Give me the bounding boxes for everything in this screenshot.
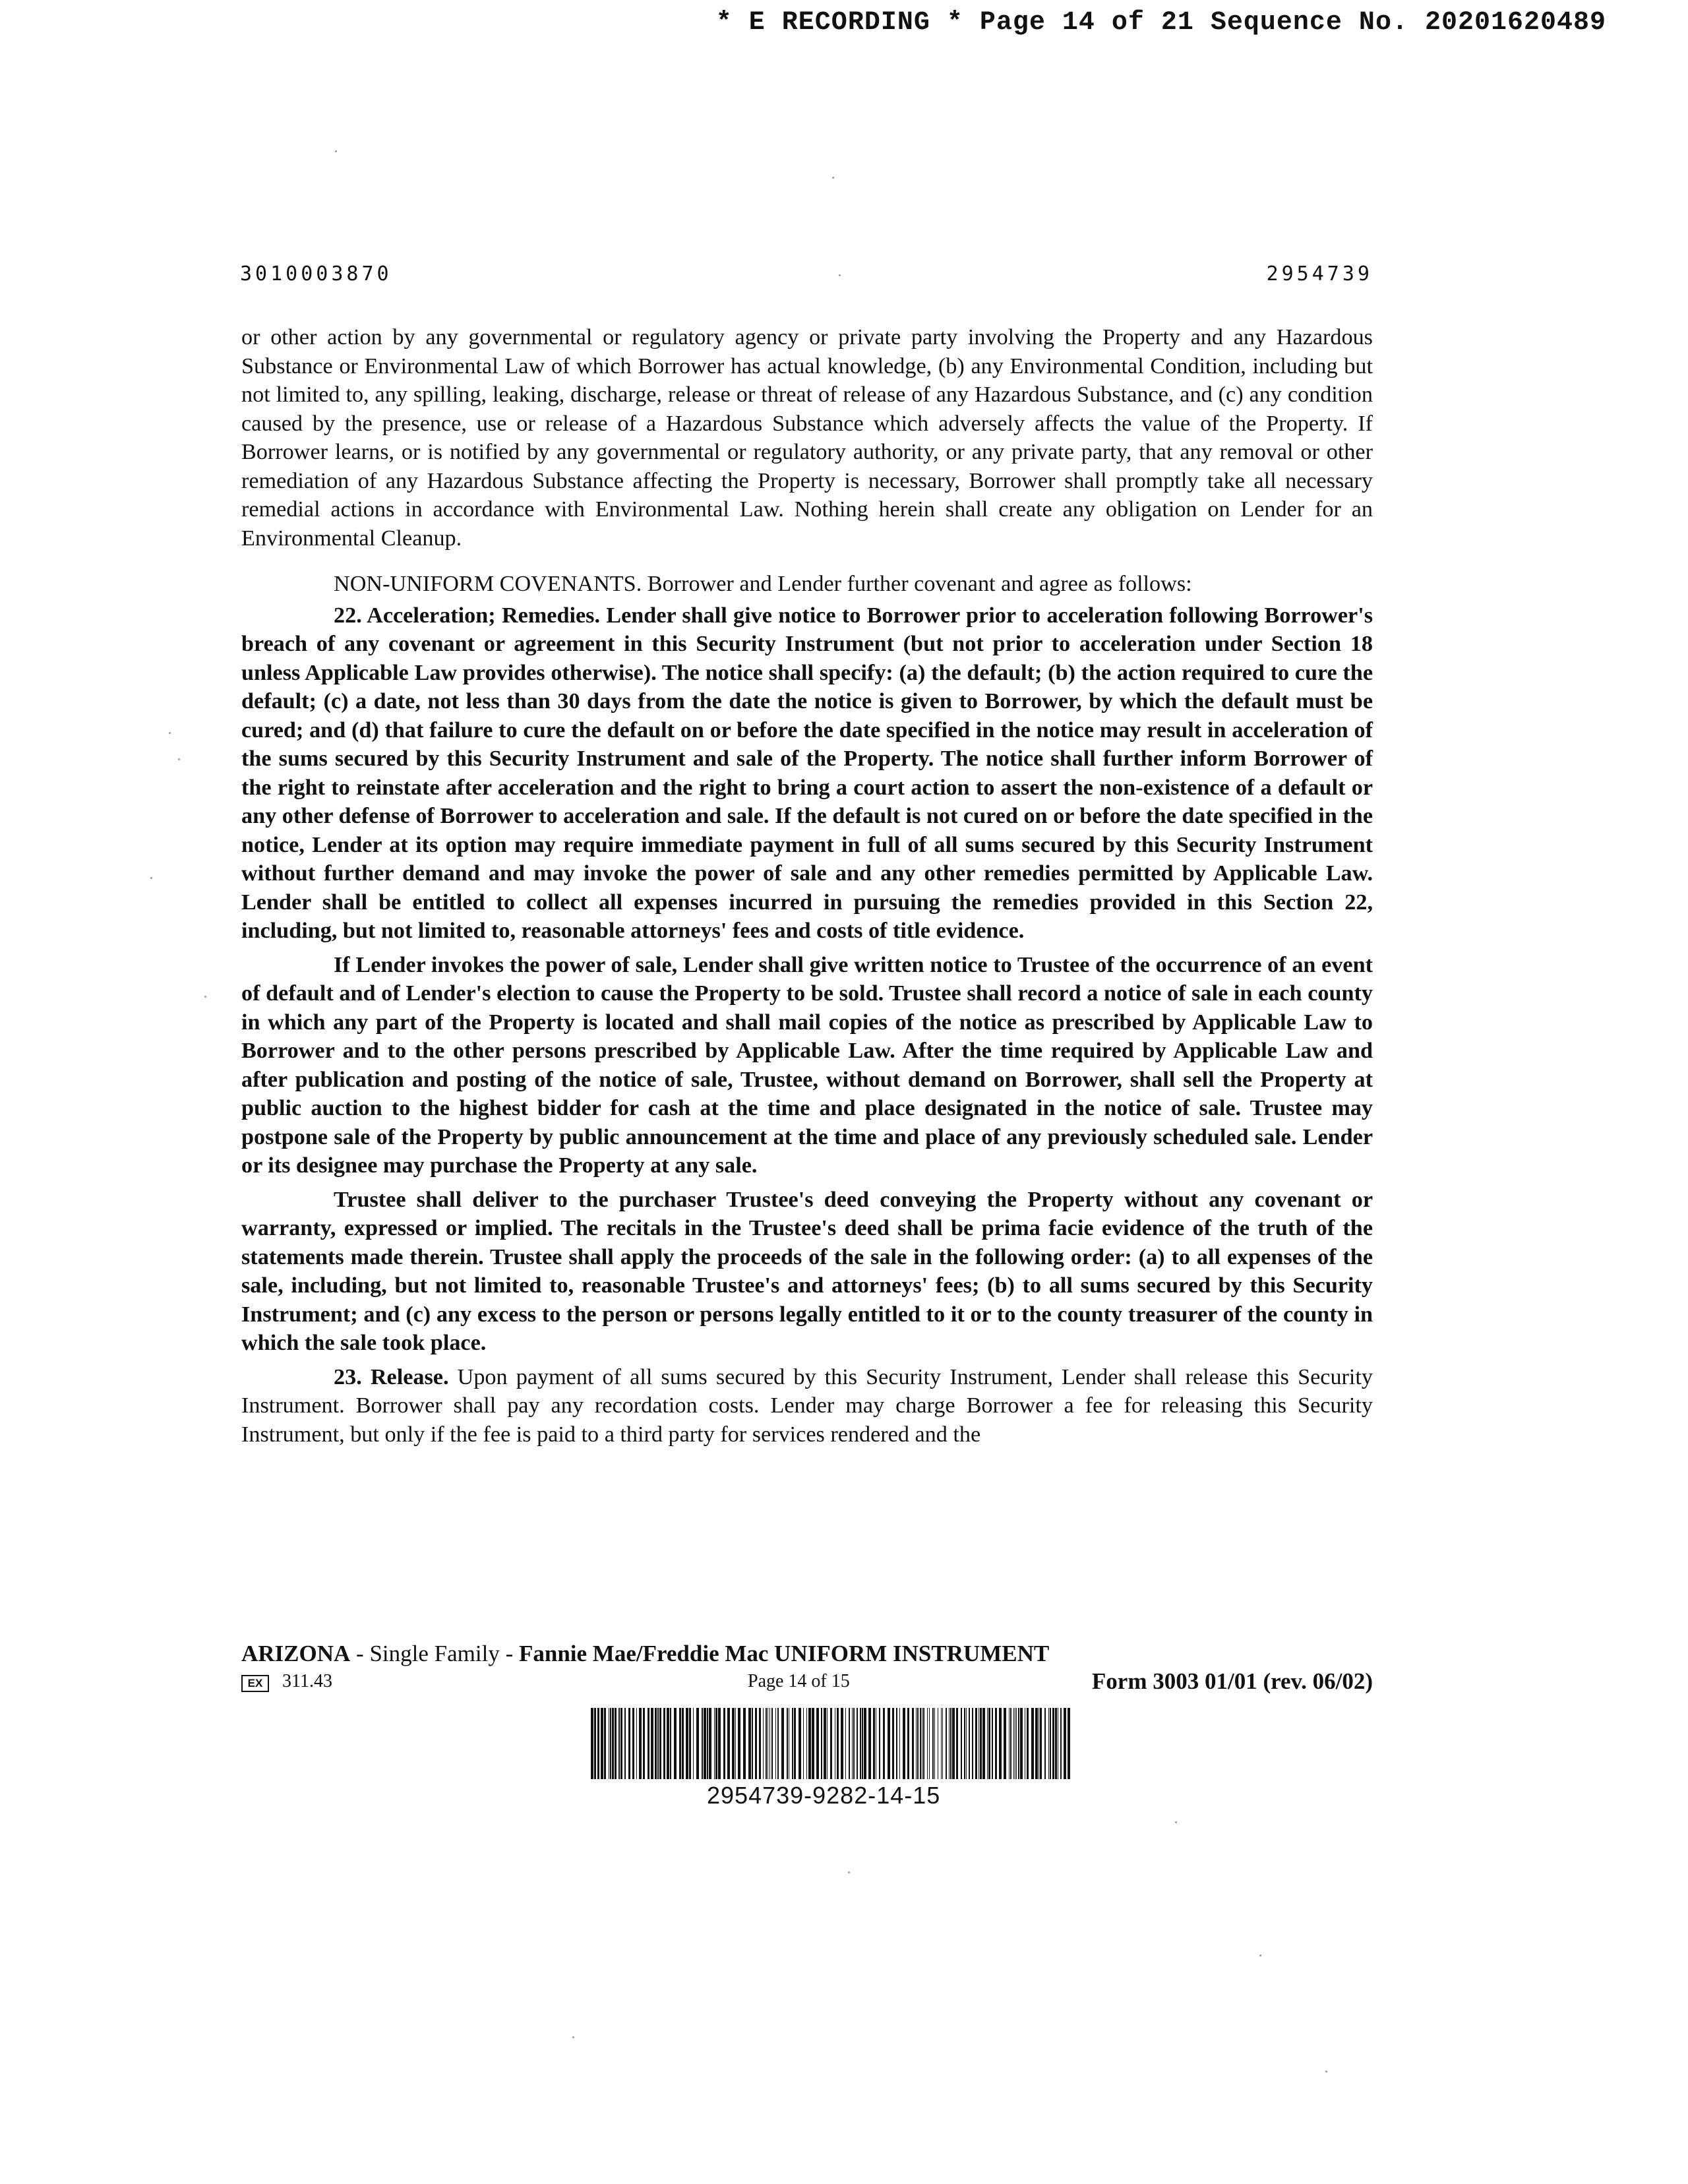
barcode-bar [632, 1708, 634, 1779]
barcode-bar [988, 1708, 990, 1779]
barcode-bar [709, 1708, 711, 1779]
loan-number-left: 3010003870 [240, 262, 392, 286]
barcode-bar [755, 1708, 757, 1779]
barcode-bar [1050, 1708, 1051, 1779]
scan-speck [1175, 1821, 1177, 1823]
barcode-bar [792, 1708, 793, 1779]
barcode-bar [923, 1708, 924, 1779]
barcode-bar [929, 1708, 930, 1779]
ex-badge: EX [241, 1675, 269, 1692]
barcode-bar [1055, 1708, 1057, 1779]
barcode-bar [597, 1708, 599, 1779]
barcode-bar [888, 1708, 890, 1779]
barcode-bar [781, 1708, 784, 1779]
footer-instrument: Fannie Mae/Freddie Mac UNIFORM INSTRUMENT [518, 1641, 1050, 1666]
barcode-bar [748, 1708, 751, 1779]
scan-speck [178, 758, 180, 760]
barcode-bar [1013, 1708, 1014, 1779]
barcode-bar [966, 1708, 967, 1779]
barcode-bar [1018, 1708, 1019, 1779]
barcode-bar [674, 1708, 677, 1779]
scan-speck [572, 2036, 574, 2038]
barcode-bar [766, 1708, 767, 1779]
barcode-bar [732, 1708, 735, 1779]
barcode-bar [975, 1708, 977, 1779]
barcode-bar [920, 1708, 921, 1779]
barcode-bar [849, 1708, 850, 1779]
barcode-bar [999, 1708, 1002, 1779]
barcode-bar [879, 1708, 880, 1779]
barcode-bar [949, 1708, 950, 1779]
barcode-bar [670, 1708, 671, 1779]
barcode-bar [852, 1708, 853, 1779]
paragraph-trustee-deed: Trustee shall deliver to the purchaser Trustee's deed conveying the Property without any covenant or warranty, expressed or implied. The recitals in the Trustee's deed shall be prima facie evidence of the truth of the statements made therein. Trustee shall apply the proceeds of the sale in the following order: (a) to all expenses of the sale, including, but not limited to, reasonable Trustee's and attorneys' fees; (b) to all sums secured by this Security Instrument; and (c) any excess to the person or persons legally entitled to it or to the county treasurer of the county in which the sale took place. [241, 1187, 1373, 1355]
paragraph-acceleration-remedies: 22. Acceleration; Remedies. Lender shall give notice to Borrower prior to acceleration following Borrower's breach of any covenant or agreement in this Security Instrument (but not prior to acceleration under Section 18 unless Applicable Law provides otherwise). The notice shall specify: (a) the default; (b) the action required to cure the default; (c) a date, not less than 30 days from the date the notice is given to Borrower, by which the default must be cured; and (d) that failure to cure the default on or before the date specified in the notice may result in acceleration of the sums secured by this Security Instrument and sale of the Property. The notice shall further inform Borrower of the right to reinstate after acceleration and the right to bring a court action to assert the non-existence of a default or any other defense of Borrower to acceleration and sale. If the default is not cured on or before the date specified in the notice, Lender at its option may require immediate payment in full of all sums secured by this Security Instrument without further demand and may invoke the power of sale and any other remedies permitted by Applicable Law. Lender shall be entitled to collect all expenses incurred in pursuing the remedies provided in this Section 22, including, but not limited to, reasonable attorneys' fees and costs of title evidence. [241, 603, 1373, 943]
barcode-bar [718, 1708, 721, 1779]
barcode-bar [1068, 1708, 1070, 1779]
scan-speck [1259, 1955, 1261, 1957]
barcode-bar [693, 1708, 694, 1779]
footer-state: ARIZONA [241, 1641, 351, 1666]
barcode-bar [738, 1708, 740, 1779]
footer-family: Single Family [369, 1641, 500, 1666]
barcode-bar [696, 1708, 699, 1779]
barcode-bar [591, 1708, 593, 1779]
scan-speck [335, 150, 337, 152]
footer-separator: - [499, 1641, 519, 1666]
form-number: Form 3003 01/01 (rev. 06/02) [1091, 1668, 1373, 1694]
barcode-bar [907, 1708, 909, 1779]
barcode-bar [612, 1708, 614, 1779]
barcode-bar [787, 1708, 788, 1779]
barcode-bar [824, 1708, 826, 1779]
barcode-bar [932, 1708, 934, 1779]
paragraph-non-uniform-covenants: NON-UNIFORM COVENANTS. Borrower and Lender further covenant and agree as follows: [334, 572, 1192, 596]
barcode-bar [707, 1708, 708, 1779]
barcode-bar [808, 1708, 811, 1779]
barcode-bar [961, 1708, 962, 1779]
barcode-bar [604, 1708, 606, 1779]
barcode-bar [752, 1708, 753, 1779]
form-code: 311.43 [282, 1671, 332, 1691]
barcode-bar [903, 1708, 905, 1779]
barcode-bar [723, 1708, 725, 1779]
scan-speck [832, 177, 834, 179]
barcode-bar [1010, 1708, 1011, 1779]
barcode-bar [868, 1708, 871, 1779]
barcode-bar [1040, 1708, 1042, 1779]
barcode-bar [992, 1708, 993, 1779]
barcode-bar [964, 1708, 965, 1779]
barcode-bar [601, 1708, 603, 1779]
barcode-bar [873, 1708, 875, 1779]
barcode-bar [916, 1708, 917, 1779]
barcode-bar [714, 1708, 715, 1779]
barcode-bar [934, 1708, 935, 1779]
barcode-bar [845, 1708, 846, 1779]
scan-speck [169, 732, 171, 734]
barcode-bar [864, 1708, 866, 1779]
release-body: Upon payment of all sums secured by this Security Instrument, Lender shall release this Security Instrument. Borrower shall pay any recordation costs. Lender may charge Borrower a fee for releasing this Security Instrument, but only if the fee is paid to a third party for services rendered and the [241, 1364, 1373, 1447]
barcode-bar [860, 1708, 861, 1779]
document-body [241, 323, 1373, 1454]
barcode-bar [1009, 1708, 1010, 1779]
barcode-bar [950, 1708, 951, 1779]
barcode-bar [715, 1708, 717, 1779]
barcode-bar [941, 1708, 942, 1779]
barcode-bar [952, 1708, 955, 1779]
barcode-bar [794, 1708, 796, 1779]
footer-title [241, 1641, 1049, 1667]
barcode-bar [663, 1708, 665, 1779]
barcode-bar [857, 1708, 858, 1779]
barcode-bar [771, 1708, 773, 1779]
barcode-bar [1048, 1708, 1049, 1779]
barcode-bar [841, 1708, 843, 1779]
barcode-bar [1064, 1708, 1066, 1779]
loan-number-right: 2954739 [1266, 262, 1373, 286]
barcode-bar [727, 1708, 730, 1779]
barcode-bar [704, 1708, 706, 1779]
barcode-bar [1052, 1708, 1054, 1779]
barcode-bar [995, 1708, 997, 1779]
barcode-bar [655, 1708, 657, 1779]
barcode-bar [636, 1708, 637, 1779]
paragraph-power-of-sale: If Lender invokes the power of sale, Lender shall give written notice to Trustee of the occurrence of an event of default and of Lender's election to cause the Property to be sold. Trustee shall record a notice of sale in each county in which any part of the Property is located and shall mail copies of the notice as prescribed by Applicable Law to Borrower and to the other persons prescribed by Applicable Law. After the time required by Applicable Law and after publication and posting of the notice of sale, Trustee, without demand on Borrower, shall sell the Property at public auction to the highest bidder for cash at the time and place designated in the notice of sale. Trustee may postpone sale of the Property by public announcement at the time and place of any previously scheduled sale. Lender or its designee may purchase the Property at any sale. [241, 952, 1373, 1178]
barcode-bar [775, 1708, 776, 1779]
barcode-bar [667, 1708, 669, 1779]
barcode-bar [689, 1708, 691, 1779]
barcode-bar [912, 1708, 914, 1779]
barcode-bar [594, 1708, 596, 1779]
footer-separator: - [350, 1641, 370, 1666]
barcode-bar [806, 1708, 807, 1779]
barcode-bar [743, 1708, 746, 1779]
barcode-bar [972, 1708, 973, 1779]
barcode-bar [821, 1708, 822, 1779]
barcode-bar [799, 1708, 801, 1779]
barcode-bar [1060, 1708, 1062, 1779]
barcode-bar [862, 1708, 863, 1779]
paragraph-environmental: or other action by any governmental or regulatory agency or private party involving the Property and any Hazardous Substance or Environmental Law of which Borrower has actual knowledge, (b) any Environmental Condition, including but not limited to, any spilling, leaking, discharge, release or threat of release of any Hazardous Substance, and (c) any condition caused by the presence, use or release of a Hazardous Substance which adversely affects the value of the Property. If Borrower learns, or is notified by any governmental or regulatory authority, or any private party, that any removal or other remediation of any Hazardous Substance affecting the Property is necessary, Borrower shall promptly take all necessary remedial actions in accordance with Environmental Law. Nothing herein shall create any obligation on Lender for an Environmental Cleanup. [241, 325, 1373, 551]
barcode-bar [1031, 1708, 1034, 1779]
barcode-bar [651, 1708, 653, 1779]
scan-speck [1325, 2071, 1327, 2073]
barcode-bar [982, 1708, 985, 1779]
barcode-bar [837, 1708, 839, 1779]
barcode-bar [1044, 1708, 1046, 1779]
barcode-bar [769, 1708, 770, 1779]
barcode-bar [777, 1708, 779, 1779]
scan-speck [150, 877, 152, 879]
barcode-bar [1020, 1708, 1023, 1779]
barcode-bar [827, 1708, 828, 1779]
barcode-bar [917, 1708, 919, 1779]
barcode-bar [987, 1708, 988, 1779]
barcode-bar [830, 1708, 832, 1779]
barcode-bar [892, 1708, 894, 1779]
barcode-bar [682, 1708, 684, 1779]
barcode-bar [896, 1708, 897, 1779]
barcode-bar [956, 1708, 958, 1779]
barcode-bar [618, 1708, 620, 1779]
barcode-bar [883, 1708, 885, 1779]
barcode-bar [946, 1708, 947, 1779]
barcode-bar [1016, 1708, 1017, 1779]
barcode-bar [735, 1708, 736, 1779]
barcode-bar [610, 1708, 611, 1779]
barcode-bar [853, 1708, 855, 1779]
barcode-bar [763, 1708, 764, 1779]
barcode-bar [803, 1708, 804, 1779]
barcode-bar [620, 1708, 622, 1779]
barcode-bar [615, 1708, 617, 1779]
barcode-bar [980, 1708, 982, 1779]
barcode-bar [927, 1708, 928, 1779]
paragraph-release [241, 1363, 1373, 1449]
barcode-bar [899, 1708, 900, 1779]
recording-header: * E RECORDING * Page 14 of 21 Sequence No. 20201620489 [715, 8, 1606, 38]
barcode-bar [643, 1708, 645, 1779]
barcode-bar [942, 1708, 943, 1779]
barcode-bar [639, 1708, 642, 1779]
barcode [588, 1708, 1073, 1779]
barcode-bar [659, 1708, 661, 1779]
scan-speck [848, 1871, 850, 1873]
barcode-bar [1004, 1708, 1006, 1779]
barcode-bar [624, 1708, 626, 1779]
barcode-bar [816, 1708, 819, 1779]
barcode-bar [679, 1708, 681, 1779]
release-heading: 23. Release. [334, 1364, 449, 1389]
scan-speck [204, 996, 206, 998]
barcode-bar [969, 1708, 970, 1779]
scan-speck [839, 274, 841, 276]
barcode-number: 2954739-9282-14-15 [707, 1782, 941, 1809]
barcode-bar [657, 1708, 659, 1779]
barcode-bar [759, 1708, 761, 1779]
barcode-bar [1027, 1708, 1029, 1779]
barcode-bar [812, 1708, 814, 1779]
barcode-bar [648, 1708, 649, 1779]
barcode-bar [702, 1708, 703, 1779]
barcode-bar [686, 1708, 688, 1779]
barcode-bar [1035, 1708, 1038, 1779]
page-number: Page 14 of 15 [748, 1671, 850, 1691]
barcode-bar [628, 1708, 630, 1779]
